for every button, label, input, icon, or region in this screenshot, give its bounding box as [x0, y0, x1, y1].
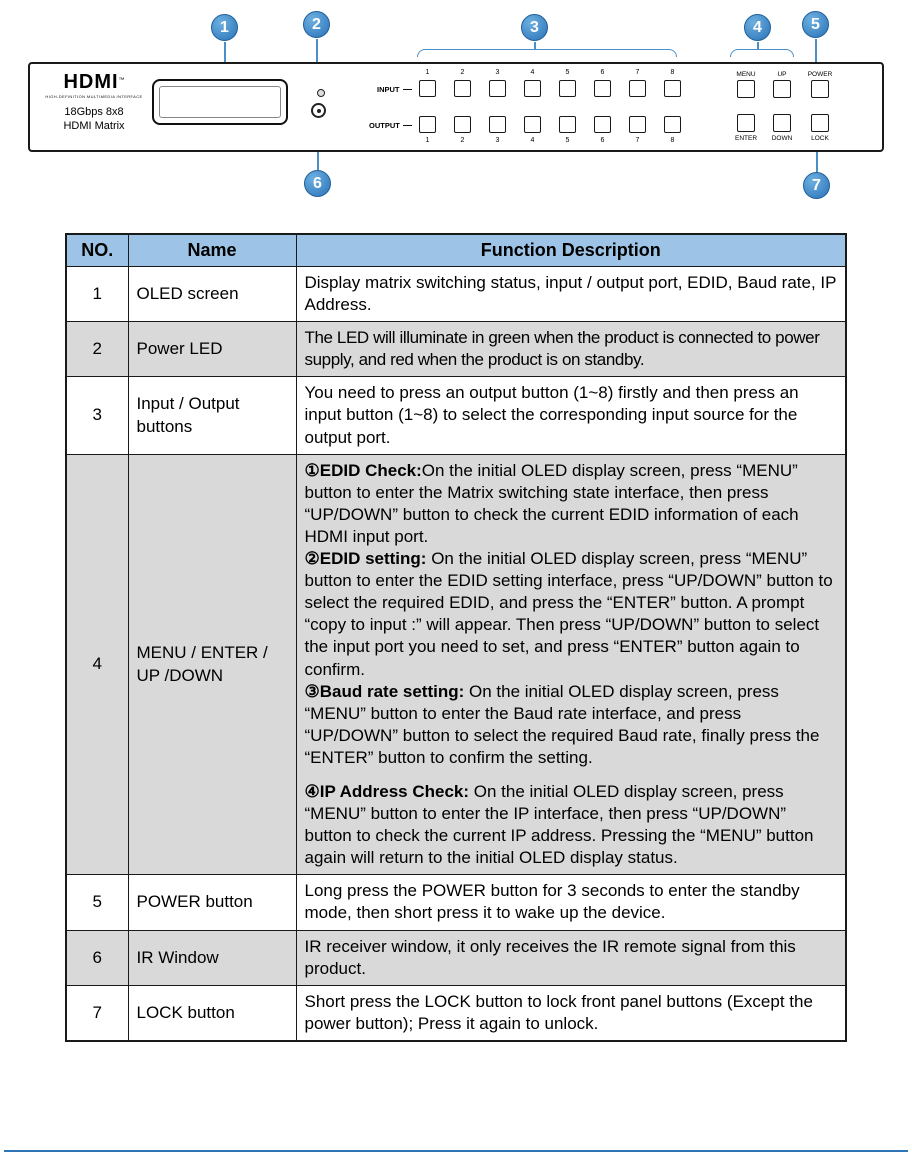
output-button — [489, 116, 506, 133]
hdmi-tagline: HIGH-DEFINITION MULTIMEDIA INTERFACE — [45, 94, 143, 99]
output-button-row — [419, 116, 681, 133]
input-button — [524, 80, 541, 97]
callout-6: 6 — [304, 170, 331, 197]
callout-1: 1 — [211, 14, 238, 41]
input-button — [419, 80, 436, 97]
port-number: 3 — [495, 69, 500, 76]
table-row — [66, 454, 846, 875]
edid-check-paragraph — [305, 460, 838, 548]
port-number: 6 — [600, 137, 605, 144]
callout-2: 2 — [303, 11, 330, 38]
row-name: OLED screen — [128, 267, 296, 322]
output-port-numbers — [419, 137, 681, 144]
output-button — [664, 116, 681, 133]
ip-address-paragraph — [305, 781, 838, 869]
output-button — [559, 116, 576, 133]
device-product-name: HDMI Matrix — [63, 120, 125, 132]
table-row — [66, 875, 846, 930]
row-name: LOCK button — [128, 985, 296, 1041]
row-name: MENU / ENTER / UP /DOWN — [128, 454, 296, 875]
port-number: 3 — [495, 137, 500, 144]
row-no: 3 — [66, 377, 128, 454]
edid-setting-paragraph — [305, 548, 838, 681]
ip-address-lead: ④IP Address Check: — [304, 781, 470, 801]
row-name: IR Window — [128, 930, 296, 985]
up-button — [773, 80, 791, 98]
input-dash — [403, 89, 412, 91]
port-number: 1 — [425, 137, 430, 144]
port-number: 2 — [460, 69, 465, 76]
input-button-row — [419, 80, 681, 97]
port-number: 4 — [530, 69, 535, 76]
edid-setting-text: On the initial OLED display screen, press “MENU” button to enter the EDID setting interface, press “UP/DOWN” button to select the required EDID, and press the “ENTER” button. A prompt “copy to input :” will appear. Then press “UP/DOWN” button to select the input port you need to set, and press “ENTER” button again to confirm. — [304, 549, 833, 679]
row-name: POWER button — [128, 875, 296, 930]
power-button — [811, 80, 829, 98]
row-no: 4 — [66, 454, 128, 875]
input-button — [454, 80, 471, 97]
table-header-row — [66, 234, 846, 267]
output-button — [594, 116, 611, 133]
hdmi-logo — [44, 72, 144, 93]
output-button — [524, 116, 541, 133]
output-label — [369, 121, 412, 130]
column-header-function: Function Description — [296, 234, 846, 267]
edid-setting-lead: ②EDID setting: — [304, 549, 427, 569]
row-description: Display matrix switching status, input / output port, EDID, Baud rate, IP Address. — [296, 267, 846, 322]
column-header-name: Name — [128, 234, 296, 267]
callout-7: 7 — [803, 172, 830, 199]
oled-display-area — [159, 86, 281, 118]
output-label-text: OUTPUT — [369, 121, 400, 130]
row-no: 1 — [66, 267, 128, 322]
callout-5: 5 — [802, 11, 829, 38]
port-number: 7 — [635, 137, 640, 144]
input-button — [489, 80, 506, 97]
input-button — [629, 80, 646, 97]
menu-button-label: MENU — [736, 71, 756, 78]
row-description — [296, 454, 846, 875]
row-name: Input / Output buttons — [128, 377, 296, 454]
ip-address-text: On the initial OLED display screen, press “MENU” button to enter the IP interface, then press “UP/DOWN” button to check the current IP address. Pressing the “MENU” button again will return to the initial OLED display status. — [304, 781, 814, 868]
down-button-label: DOWN — [771, 135, 793, 142]
row-description: Short press the LOCK button to lock front panel buttons (Except the power button); Press it again to unlock. — [296, 985, 846, 1041]
output-button — [629, 116, 646, 133]
row-no: 6 — [66, 930, 128, 985]
port-number: 5 — [565, 69, 570, 76]
lock-button-label: LOCK — [811, 135, 829, 142]
function-description-table — [65, 233, 847, 1042]
row-description: The LED will illuminate in green when the product is connected to power supply, and red when the product is on standby. — [296, 322, 846, 377]
input-label — [377, 85, 412, 94]
port-number: 8 — [670, 69, 675, 76]
up-button-label: UP — [777, 71, 787, 78]
hdmi-logo-text: HDMI — [63, 71, 119, 93]
table-row — [66, 930, 846, 985]
port-number: 4 — [530, 137, 535, 144]
baud-rate-text: On the initial OLED display screen, press “MENU” button to enter the Baud rate interface, and press “UP/DOWN” button to select the required Baud rate, finally press the “ENTER” button to confirm the setting. — [304, 681, 820, 767]
oled-screen — [152, 79, 288, 125]
callout-4: 4 — [744, 14, 771, 41]
row-description: Long press the POWER button for 3 seconds to enter the standby mode, then short press it to wake up the device. — [296, 875, 846, 930]
trademark-symbol: ™ — [118, 77, 125, 84]
device-model: 18Gbps 8x8 — [64, 106, 124, 118]
port-number: 7 — [635, 69, 640, 76]
baud-rate-lead: ③Baud rate setting: — [304, 681, 465, 701]
power-button-label: POWER — [807, 71, 833, 78]
row-description: IR receiver window, it only receives the IR remote signal from this product. — [296, 930, 846, 985]
row-name: Power LED — [128, 322, 296, 377]
row-no: 7 — [66, 985, 128, 1041]
baud-rate-paragraph — [305, 681, 838, 769]
brand-block — [44, 72, 144, 132]
input-label-text: INPUT — [377, 85, 400, 94]
table-row — [66, 267, 846, 322]
column-header-no: NO. — [66, 234, 128, 267]
edid-check-lead: ①EDID Check: — [304, 460, 422, 480]
port-number: 6 — [600, 69, 605, 76]
port-number: 1 — [425, 69, 430, 76]
power-led — [317, 89, 325, 97]
row-no: 2 — [66, 322, 128, 377]
output-button — [454, 116, 471, 133]
enter-button — [737, 114, 755, 132]
input-button — [664, 80, 681, 97]
port-number: 5 — [565, 137, 570, 144]
input-button — [594, 80, 611, 97]
brace-io-buttons — [417, 49, 677, 57]
port-number: 8 — [670, 137, 675, 144]
footer-rule — [4, 1150, 908, 1152]
row-no: 5 — [66, 875, 128, 930]
edid-check-text: On the initial OLED display screen, press “MENU” button to enter the Matrix switching state interface, then press “UP/DOWN” button to check the current EDID information of each HDMI input port. — [304, 460, 799, 546]
ir-sensor-dot — [317, 109, 321, 113]
menu-button — [737, 80, 755, 98]
down-button — [773, 114, 791, 132]
output-dash — [403, 125, 412, 127]
callout-3: 3 — [521, 14, 548, 41]
enter-button-label: ENTER — [734, 135, 758, 142]
front-panel-diagram — [28, 62, 884, 152]
port-number: 2 — [460, 137, 465, 144]
input-port-numbers — [419, 69, 681, 76]
brace-menu-up — [730, 49, 794, 57]
lock-button — [811, 114, 829, 132]
table-row — [66, 377, 846, 454]
row-description: You need to press an output button (1~8) firstly and then press an input button (1~8) to select the corresponding input source for the output port. — [296, 377, 846, 454]
table-row — [66, 985, 846, 1041]
input-button — [559, 80, 576, 97]
ir-window — [311, 103, 326, 118]
output-button — [419, 116, 436, 133]
table-row — [66, 322, 846, 377]
